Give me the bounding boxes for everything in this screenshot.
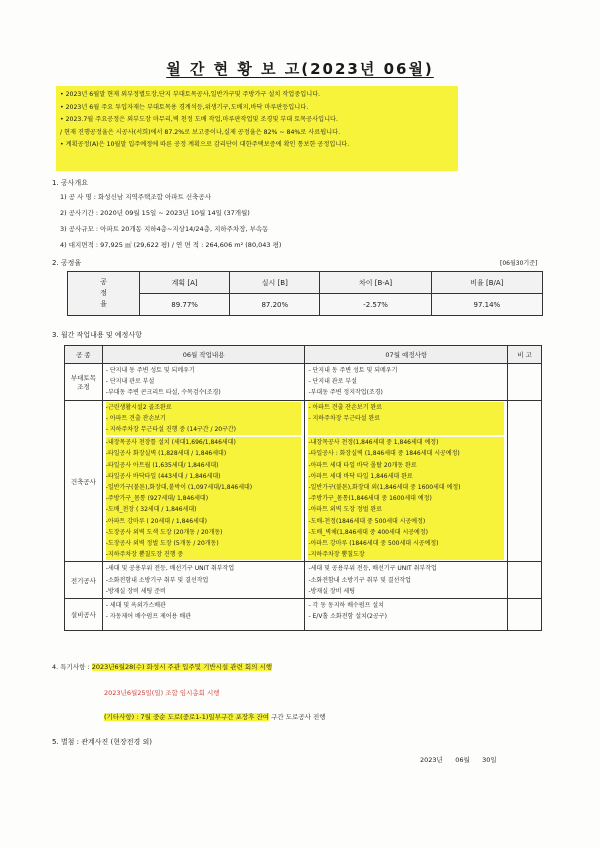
plan-header-remarks: 비 고 [508,346,542,364]
progress-unit: [06월30기준] [500,260,538,267]
july-cell [305,599,508,631]
list-item: -타일공사 : 화장실벽 (1,846세대 중 1846세대 시공예정) [308,450,460,458]
list-item: - 지하주차장 무근타설 완료 [308,414,381,422]
progress-value-diff: -2.57% [320,294,431,316]
remarks-cell [508,599,542,631]
overview-line: 3) 공사규모 : 아파트 20개동 지하4층~지상14/24층, 지하주차장, 부속동 [60,225,269,233]
list-item: -도배-천정(1846세대 중 500세대 시공예정) [308,517,426,525]
list-item: - 세대 및 옥외가스배관 [105,602,166,610]
remarks-cell [508,562,542,599]
list-item: -도장공사 외벽 정벌 도장 (5개동 / 20개동) [105,540,219,548]
list-item: -도배_벽체(1,846세대 중 400세대 시공예정) [308,528,428,536]
list-item: -아파트 외벽 도장 정벌 완료 [308,506,382,514]
list-item: -방재실 장비 세팅 [308,587,355,595]
highlight-block [308,437,504,560]
category-civil: 부대토목 조경 [65,364,103,401]
highlight-block [106,402,302,436]
list-item: - E/V홀 소화전함 설치(2공구) [308,613,387,621]
progress-value-planned: 89.77% [140,294,230,316]
list-item: -타일공사 아트월 (1,635세대/ 1,846세대) [105,461,219,469]
list-item: -내장목공사 천장틀 설치 (세대1,696/1,846세대) [105,439,236,447]
list-item: -도장공사 외벽 도색 도장 (20개동 / 20개동) [105,528,223,536]
list-item: - 아파트 견출 잔손보기 [105,414,166,422]
list-item: -주방가구_몸통(1,846세대 중 1600세대 예정) [308,495,432,503]
list-item: -아파트 세대 바닥 타일 1,846세대 완료 [308,472,413,480]
july-cell [305,400,508,562]
plan-header-category: 공 종 [65,346,103,364]
highlight-block [308,402,504,436]
list-item: - 자동제어 배수펌프 제어용 배관 [105,613,191,621]
list-item: -방재실 장비 세팅 준비 [105,587,166,595]
list-item: -타일공사 바닥타일 (443세대 / 1,846세대) [105,472,221,480]
list-item: - 아파트 견출 잔손보기 완료 [308,403,382,411]
june-cell [102,562,305,599]
progress-label: 실시 [B] [230,272,320,294]
special-item-other [104,712,326,721]
table-row [65,599,542,631]
attachment-line: 5. 별첨 : 관계사진 (현장전경 외) [52,738,153,746]
highlight-block [106,437,302,560]
list-item: -부대동 주변 정지작업(조경) [308,389,383,397]
list-item: -세대 및 공용부위 전등, 배선기구 UNIT 취부작업 [105,565,235,573]
report-title: 월 간 현 황 보 고(2023년 06월) [166,60,434,78]
special-other-rest: 구간 도로공사 진행 [269,713,326,721]
list-item: -소화전함내 소방기구 취부 및 결선작업 [308,576,411,584]
june-cell [102,364,305,401]
category-electrical: 전기공사 [65,562,103,599]
category-architecture: 건축공사 [65,400,103,562]
special-item-meeting: 2023년6월28(수) 화성시 주관 입주및 기반시설 관련 회의 시행 [91,663,273,671]
progress-value-ratio: 97.14% [431,294,542,316]
list-item: -근린생활시설2 골조완료 [105,403,172,411]
list-item: -아파트 강마루 (1846세대 중 500세대 시공예정) [308,540,439,548]
list-item: -주방가구_몸통 (927세대/ 1,846세대) [105,495,209,503]
remarks-cell [508,400,542,562]
list-item: -지하주차장 뿜칠도장 [308,551,365,559]
summary-line: • 2023.7월 주요공정은 외부도장 마무리,벽 천정 도배 작업,마루판작업및 조경및 부대 토목공사입니다. [60,116,338,124]
overview-line: 4) 대지면적 : 97,925 ㎡ (29,622 평) / 연 면 적 : 264,606 m² (80,043 평) [60,241,282,249]
list-item: -지하주차장 뿜칠도장 진행 중 [105,551,184,559]
progress-value-actual: 87.20% [230,294,320,316]
table-row [65,562,542,599]
list-item: -도배_천장 ( 32세대 / 1,846세대) [105,506,197,514]
list-item: - 단지내 동 주변 성토 및 되메우기 [105,367,195,374]
special-notes [52,662,272,671]
table-row [65,364,542,401]
category-mechanical: 설비공사 [65,599,103,631]
june-cell [102,599,305,631]
plan-header-june: 06월 작업내용 [102,346,305,364]
progress-label: 비율 [B/A] [431,272,542,294]
list-item: - 지하주차장 무근타설 진행 중 (14구간 / 20구간) [105,426,237,434]
progress-label: 차이 [B-A] [320,272,431,294]
list-item: - 단지내 관로 부설 [105,378,155,386]
summary-box [56,86,458,171]
progress-heading: 2. 공정율 [52,259,82,267]
table-row [65,400,542,562]
special-other-highlight: (기타사항) : 7월 중순 도로(중로1-1)일부구간 포장후 잔여 [104,713,270,721]
overview-line: 2) 공사기간 : 2020년 09월 15일 ~ 2023년 10월 14일 (37개월) [60,209,250,217]
list-item: -세대 및 공용부위 전등, 배선기구 UNIT 취부작업 [308,565,437,573]
list-item: -아파트 강마루 ( 20세대 / 1,846세대) [105,517,207,525]
special-label: 4. 특기사항 : [52,663,90,671]
list-item: - 단지내 관로 부설 [308,378,357,386]
list-item: -내장목공사 천정(1,846세대 중 1,846세대 예정) [308,439,439,447]
list-item: -일반가구(붙튼),화장대,붙박이 (1,097세대/1,846세대) [105,484,253,492]
remarks-cell [508,364,542,401]
july-cell [305,364,508,401]
summary-line: • 2023년 6월말 현재 외부정별도장,단지 부대토목공사,일반가구및 주방가구 설치 작업중입니다. [60,91,321,98]
progress-row-header: 공 정 율 [68,272,140,316]
list-item: -부대동 주변 콘크리트 타설, 수목검수(조경) [105,389,221,397]
list-item: -타일공사 화장실벽 (1,828세대 / 1,846세대) [105,450,227,458]
list-item: - 단지내 동 주변 성토 및 되메우기 [308,367,398,374]
june-cell [102,400,305,562]
special-item-assembly: 2023년6월25일(일) 조합 임시총회 시행 [104,689,220,697]
report-date: 2023년 06월 30일 [420,756,497,764]
summary-line: / 현재 진행공정율은 시공사(서희)에서 87.2%로 보고중이나,실제 공정율은 82% ~ 84%로 사료됩니다. [60,128,341,136]
work-plan-table [64,345,542,631]
list-item: - 각 동 동지하 배수펌프 설치 [308,602,384,610]
progress-table [67,271,543,316]
plan-heading: 3. 월간 작업내용 및 예정사항 [52,331,142,339]
summary-line: • 계획공정(A)은 10월말 입주예정에 따른 공정 계획으로 감리단이 대한주택보증에 확인 통보한 공정입니다. [60,141,350,149]
july-cell [305,562,508,599]
overview-heading: 1. 공사개요 [52,179,88,187]
summary-line: • 2023년 6월 주요 투입자재는 부대토목용 경계석등,위생기구,도배지,바닥 마루판등입니다. [60,103,309,111]
list-item: -소화전함내 소방기구 취부 및 결선작업 [105,576,209,584]
list-item: -아파트 세대 타일 바닥 몰탈 20개동 완료 [308,461,417,469]
progress-label: 계획 [A] [140,272,230,294]
list-item: -일반가구(붙튼),화장대 외(1,846세대 중 1600세대 예정) [308,484,461,492]
overview-line: 1) 공 사 명 : 화성신남 지역주택조합 아파트 신축공사 [60,193,211,201]
plan-header-july: 07월 예정사항 [305,346,508,364]
